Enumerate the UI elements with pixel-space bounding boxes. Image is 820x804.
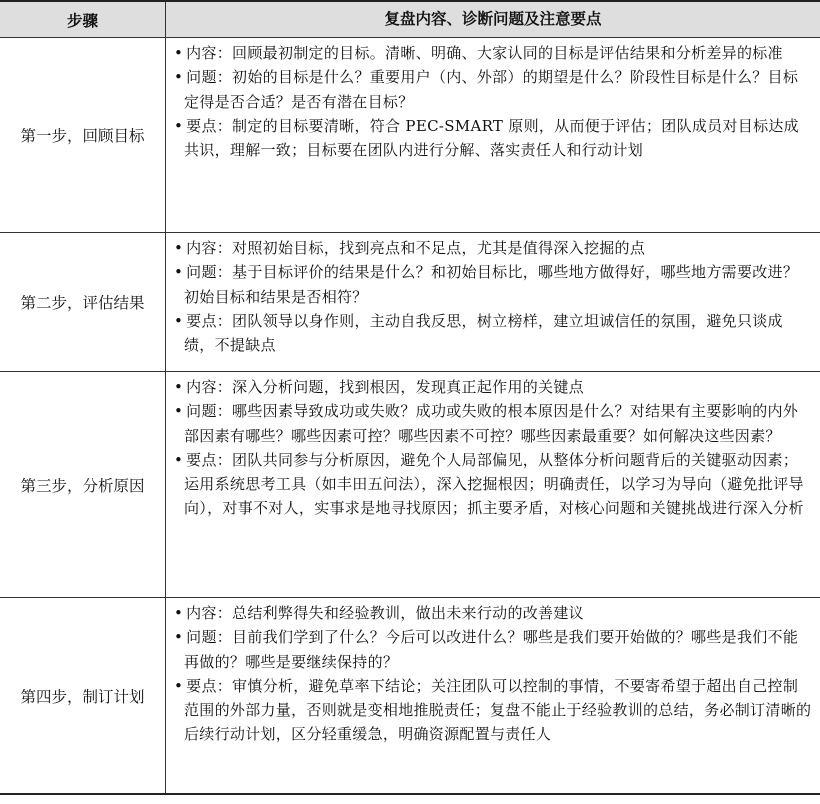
list-item [174,260,812,309]
step-label: 第一步，回顾目标 [0,38,166,232]
bullet-icon: • [174,44,184,62]
step-content [166,598,820,793]
header-content: 复盘内容、诊断问题及注意要点 [384,10,602,29]
list-item [174,236,812,260]
list-item [174,114,812,163]
bullet-icon: • [174,676,184,695]
table-row-step-2 [0,232,820,371]
step-label: 第二步，评估结果 [0,233,166,371]
item-text: 问题：哪些因素导致成功或失败？成功或失败的根本原因是什么？对结果有主要影响的内外部因素有哪些？哪些因素可控？哪些因素不可控？哪些因素最重要？如何解决这些因素？ [184,402,799,445]
item-text: 内容：回顾最初制定的目标。清晰、明确、大家认同的目标是评估结果和分析差异的标准 [186,44,783,62]
item-text: 内容：对照初始目标，找到亮点和不足点，尤其是值得深入挖掘的点 [186,239,646,257]
item-text: 问题：初始的目标是什么？重要用户（内、外部）的期望是什么？阶段性目标是什么？目标定得是否合适？是否有潜在目标？ [184,68,799,111]
header-step: 步骤 [0,2,166,37]
item-text: 问题：基于目标评价的结果是什么？和初始目标比，哪些地方做得好，哪些地方需要改进？初始目标和结果是否相符？ [184,263,799,306]
item-text: 要点：团队共同参与分析原因，避免个人局部偏见，从整体分析问题背后的关键驱动因素；运用系统思考工具（如丰田五问法），深入挖掘根因；明确责任，以学习为导向（避免批评导向），对事不对人，实事求是地寻找原因；抓主要矛盾，对核心问题和关键挑战进行深入分析 [184,450,804,518]
item-text: 要点：团队领导以身作则，主动自我反思，树立榜样，建立坦诚信任的氛围，避免只谈成绩，不提缺点 [184,311,783,355]
table-row-step-1 [0,38,820,232]
bullet-icon: • [174,239,184,257]
item-text: 内容：总结利弊得失和经验教训，做出未来行动的改善建议 [186,604,584,622]
step-content [166,38,820,232]
list-item [174,41,812,65]
list-item [174,65,812,114]
bullet-icon: • [174,604,184,622]
table-row-step-3 [0,371,820,597]
bullet-icon: • [174,378,184,396]
table-row-step-4 [0,597,820,793]
bullet-icon: • [174,402,184,421]
bullet-icon: • [174,628,184,647]
list-item [174,674,812,747]
list-item [174,448,812,521]
bullet-icon: • [174,263,184,282]
list-item [174,399,812,448]
bullet-icon: • [174,450,184,469]
list-item [174,309,812,358]
list-item [174,625,812,674]
step-content [166,233,820,371]
item-text: 要点：制定的目标要清晰，符合 PEC-SMART 原则，从而便于评估；团队成员对目标达成共识，理解一致；目标要在团队内进行分解、落实责任人和行动计划 [184,116,799,160]
item-text: 问题：目前我们学到了什么？今后可以改进什么？哪些是我们要开始做的？哪些是我们不能再做的？哪些是要继续保持的？ [184,628,799,671]
item-text: 内容：深入分析问题，找到根因，发现真正起作用的关键点 [186,378,584,396]
bullet-icon: • [174,311,184,330]
step-label: 第三步，分析原因 [0,372,166,597]
list-item [174,601,812,625]
bullet-icon: • [174,68,184,87]
item-text: 要点：审慎分析，避免草率下结论；关注团队可以控制的事情，不要寄希望于超出自己控制范围的外部力量，否则就是变相地推脱责任；复盘不能止于经验教训的总结，务必制订清晰的后续行动计划，区分轻重缓急，明确资源配置与责任人 [184,676,812,744]
bullet-icon: • [174,116,184,135]
step-content [166,372,820,597]
list-item [174,375,812,399]
step-label: 第四步，制订计划 [0,598,166,793]
table-header-row [0,2,820,38]
